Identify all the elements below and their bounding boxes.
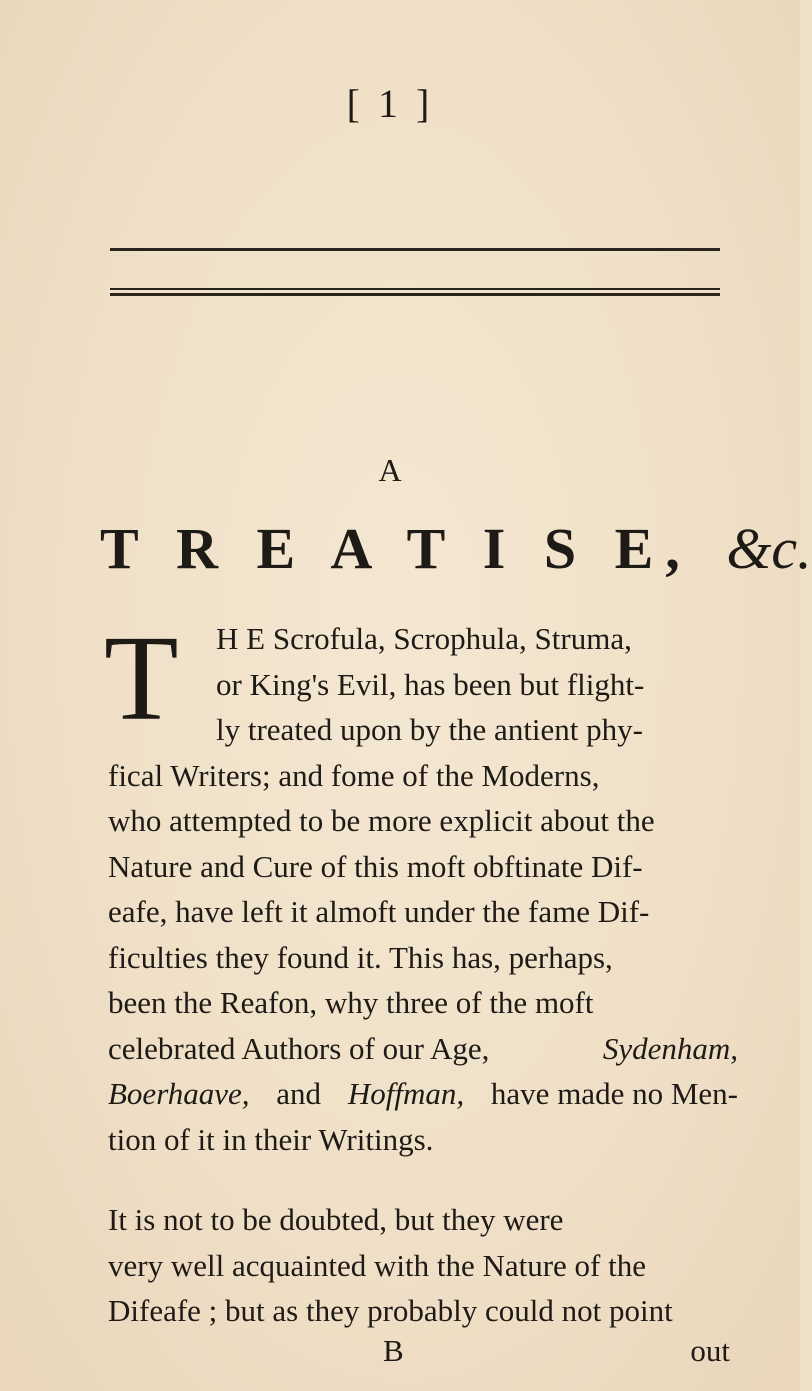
title-text: T R E A T I S E, <box>100 516 692 581</box>
title-etc: &c. <box>726 516 812 581</box>
signature-mark: B <box>383 1333 404 1368</box>
author-name: Boerhaave, <box>108 1076 250 1111</box>
double-rule-lower <box>110 293 720 296</box>
text-fragment: celebrated Authors of our Age, <box>108 1030 490 1066</box>
text-line: Difeafe ; but as they probably could not point <box>108 1293 673 1328</box>
text-line-with-names <box>108 1071 738 1117</box>
text-line: ficulties they found it. This has, perhaps, <box>108 939 613 975</box>
text-fragment: have made no Men- <box>490 1076 738 1111</box>
paragraph-2 <box>108 1197 738 1334</box>
heading-article: A <box>378 452 402 488</box>
paragraph-1 <box>104 611 738 1162</box>
text-line: been the Reafon, why three of the moft <box>108 985 594 1020</box>
author-name: Sydenham, <box>602 1030 738 1066</box>
text-line: ly treated upon by the antient phy- <box>216 712 643 747</box>
text-line-with-name <box>108 1026 738 1072</box>
author-name: Hoffman, <box>347 1076 465 1111</box>
text-line: fical Writers; and fome of the Moderns, <box>108 757 600 793</box>
text-line: eafe, have left it almoft under the fame Dif- <box>108 894 650 929</box>
text-line: It is not to be doubted, but they were <box>108 1202 564 1237</box>
double-rule-upper <box>110 288 720 290</box>
page-footer <box>108 1333 738 1379</box>
text-fragment: and <box>276 1076 322 1111</box>
text-line: who attempted to be more explicit about the <box>108 803 655 838</box>
text-line: or King's Evil, has been but flight- <box>216 666 645 702</box>
text-line: very well acquainted with the Nature of the <box>108 1247 646 1283</box>
text-line: Nature and Cure of this moft obftinate Dif- <box>108 848 643 884</box>
text-line: tion of it in their Writings. <box>108 1121 434 1157</box>
page-title <box>100 515 812 582</box>
top-rule <box>110 248 720 251</box>
page-number: [ 1 ] <box>346 81 434 126</box>
text-line: H E Scrofula, Scrophula, Struma, <box>216 621 632 656</box>
drop-cap: T <box>104 611 179 746</box>
catchword: out <box>690 1333 730 1368</box>
